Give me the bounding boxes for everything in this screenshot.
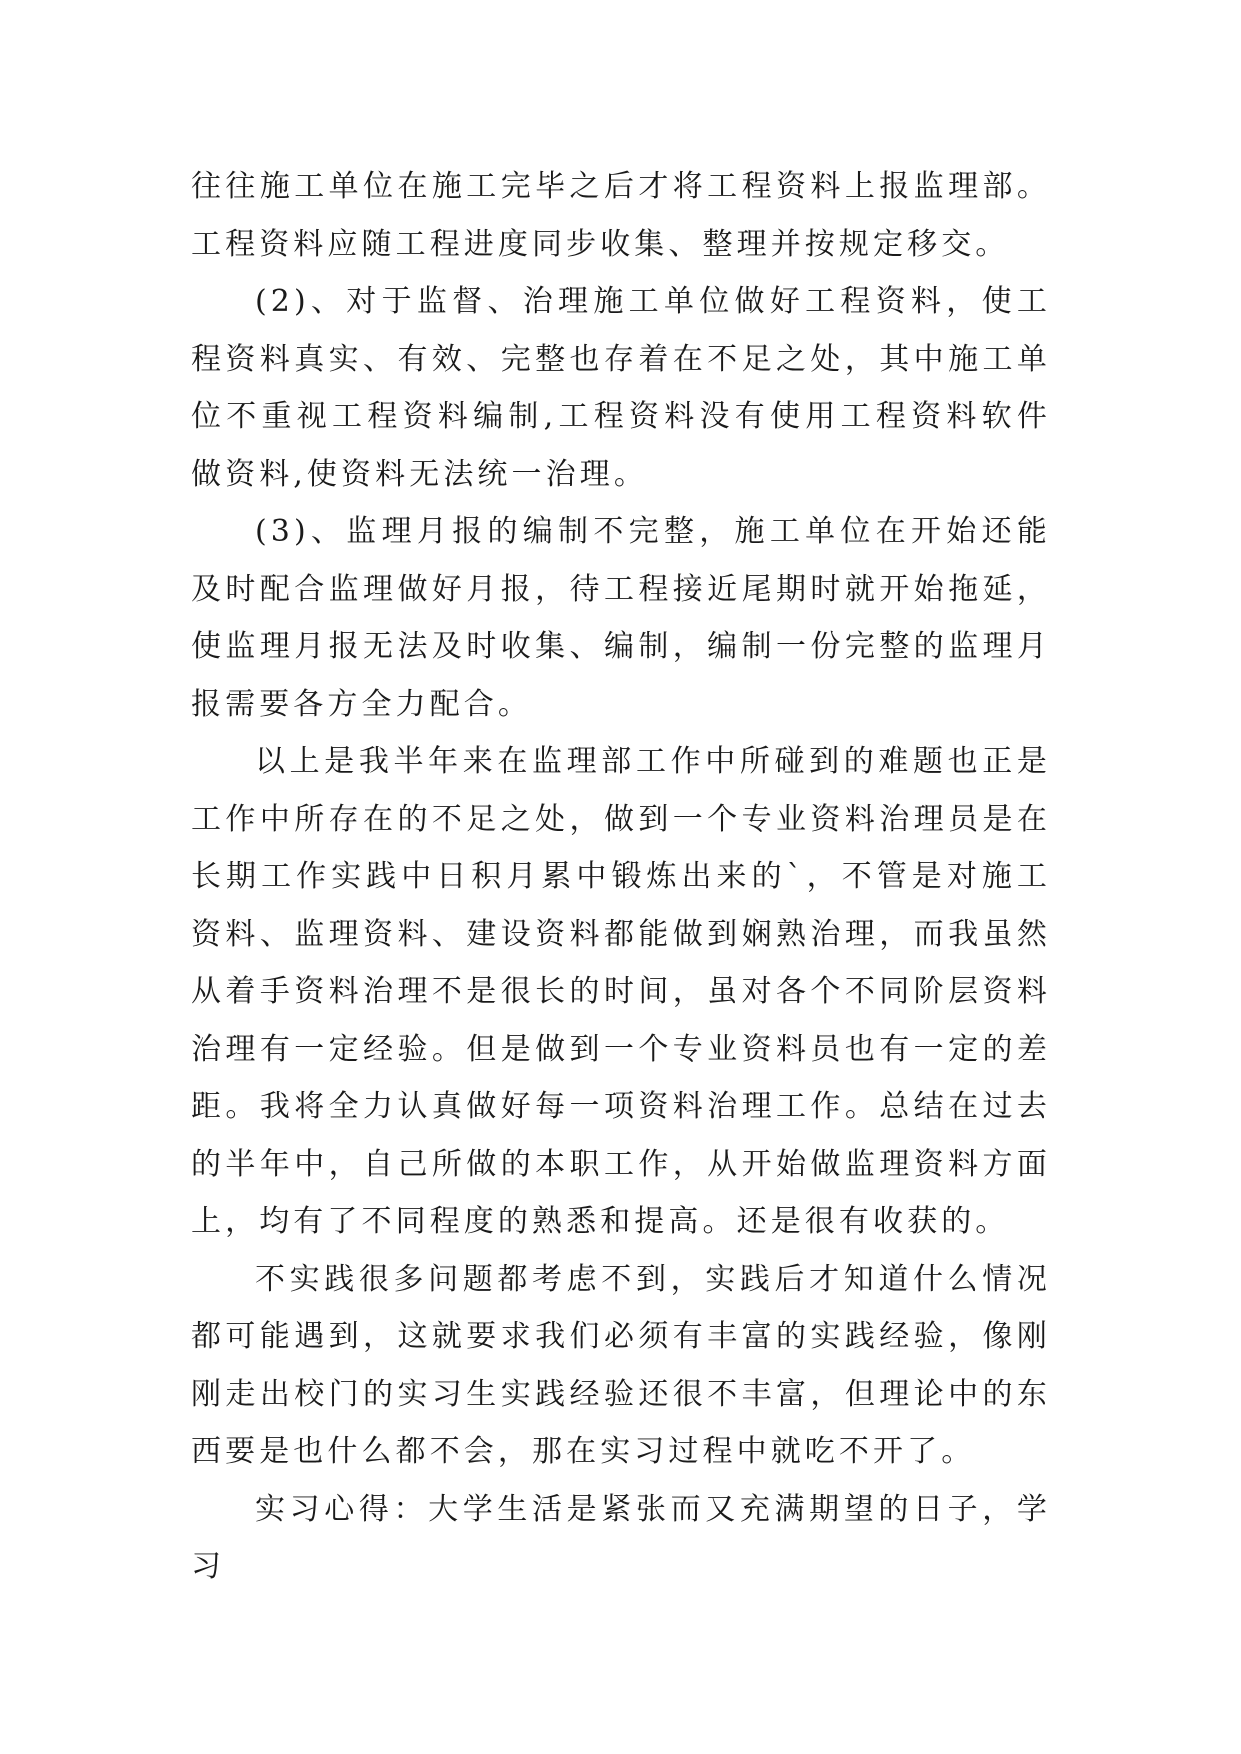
paragraph-6: 实习心得：大学生活是紧张而又充满期望的日子，学习: [191, 1491, 1051, 1584]
paragraph-1: 往往施工单位在施工完毕之后才将工程资料上报监理部。工程资料应随工程进度同步收集、整理并按规定移交。: [191, 169, 1051, 262]
document-body: [191, 158, 1051, 1596]
paragraph-2: (2)、对于监督、治理施工单位做好工程资料，使工程资料真实、有效、完整也存着在不足之处，其中施工单位不重视工程资料编制,工程资料没有使用工程资料软件做资料,使资料无法统一治理。: [191, 284, 1051, 492]
paragraph-3: (3)、监理月报的编制不完整，施工单位在开始还能及时配合监理做好月报，待工程接近尾期时就开始拖延，使监理月报无法及时收集、编制，编制一份完整的监理月报需要各方全力配合。: [191, 514, 1051, 722]
paragraph-4: 以上是我半年来在监理部工作中所碰到的难题也正是工作中所存在的不足之处，做到一个专业资料治理员是在长期工作实践中日积月累中锻炼出来的`，不管是对施工资料、监理资料、建设资料都能做到娴熟治理，而我虽然从着手资料治理不是很长的时间，虽对各个不同阶层资料治理有一定经验。但是做到一个专业资料员也有一定的差距。我将全力认真做好每一项资料治理工作。总结在过去的半年中，自己所做的本职工作，从开始做监理资料方面上，均有了不同程度的熟悉和提高。还是很有收获的。: [191, 744, 1051, 1239]
paragraph-5: 不实践很多问题都考虑不到，实践后才知道什么情况都可能遇到，这就要求我们必须有丰富的实践经验，像刚刚走出校门的实习生实践经验还很不丰富，但理论中的东西要是也什么都不会，那在实习过程中就吃不开了。: [191, 1261, 1051, 1469]
